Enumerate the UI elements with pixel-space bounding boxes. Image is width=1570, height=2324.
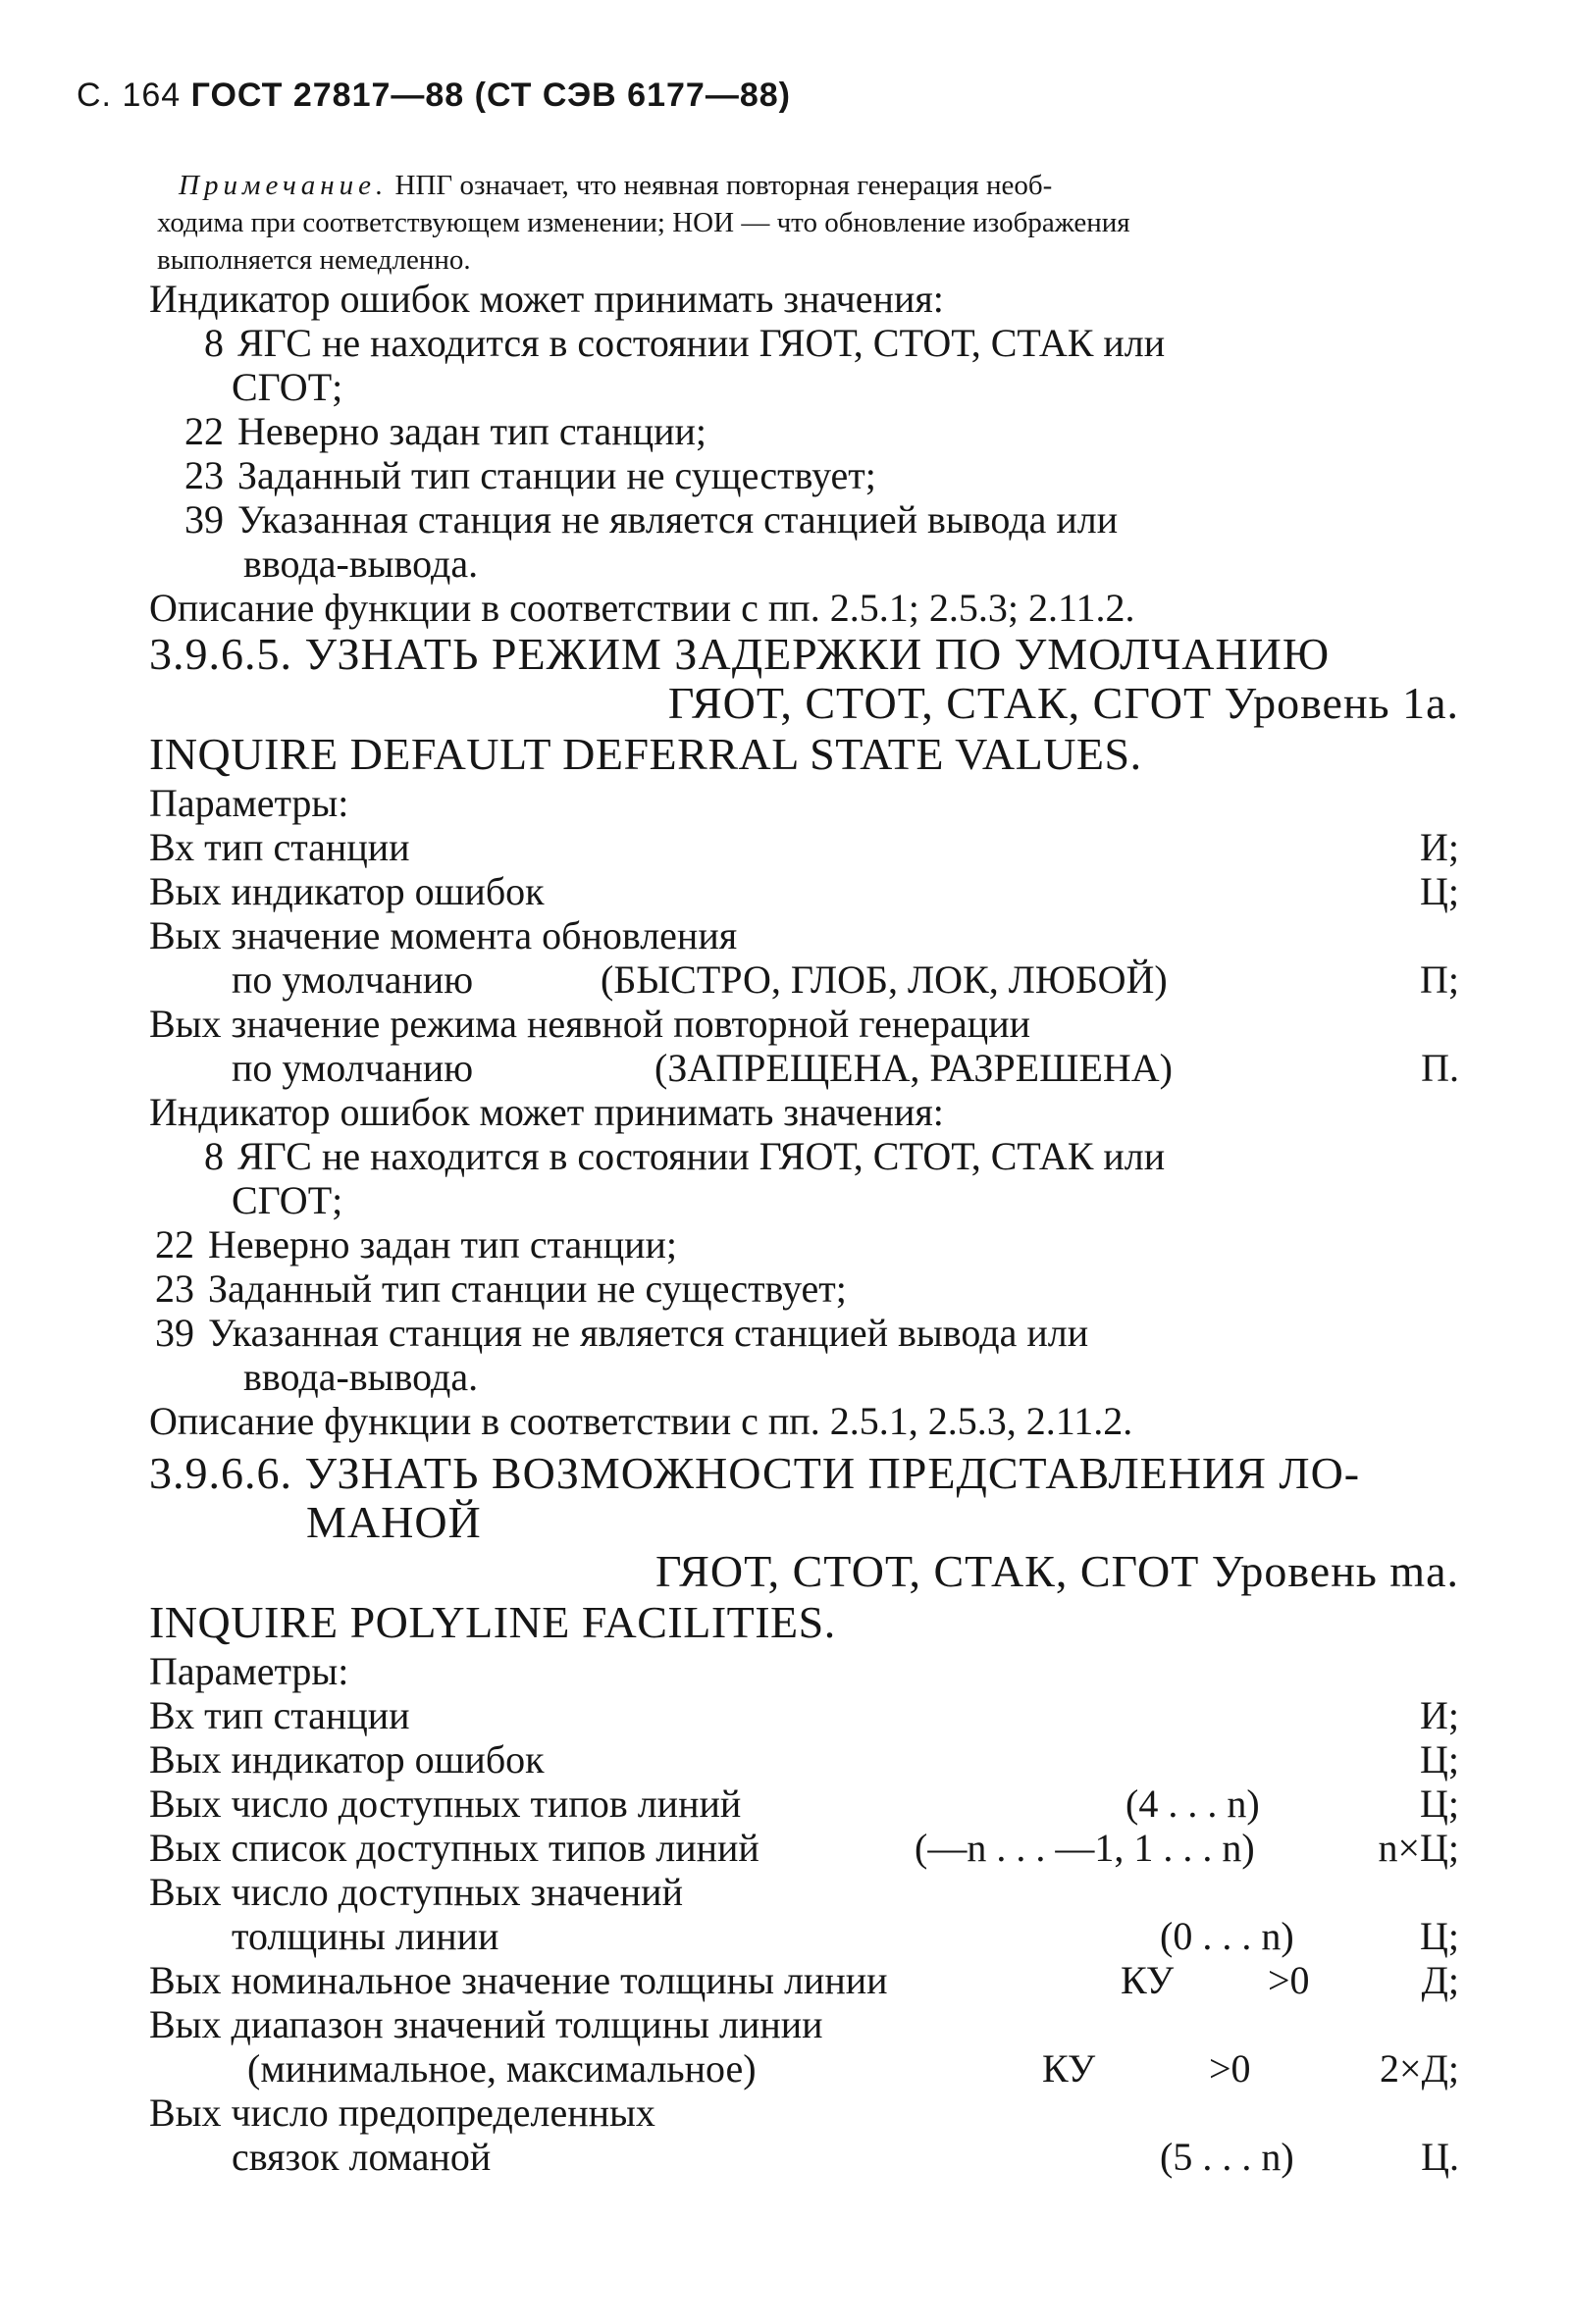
error-code: 23	[155, 1266, 194, 1311]
function-description-1: Описание функции в соответствии с пп. 2.5.1; 2.5.3; 2.11.2.	[149, 586, 1135, 630]
error-text: Неверно задан тип станции;	[208, 1222, 678, 1266]
error-item-39	[149, 497, 1459, 542]
param-text: Вх тип станции	[149, 1693, 410, 1737]
param-range: (5 . . . n)	[1160, 2135, 1294, 2179]
param-row	[149, 869, 1459, 913]
param-type: Ц.	[1421, 2135, 1459, 2179]
param-row-cont	[149, 2046, 1459, 2091]
param-type: Ц;	[1420, 869, 1459, 913]
param-cont: (минимальное, максимальное)	[247, 2046, 757, 2091]
param-type: П;	[1420, 957, 1459, 1002]
param-text: Вх тип станции	[149, 825, 410, 869]
param-row-cont	[149, 2135, 1459, 2179]
param-range: >0	[1209, 2046, 1251, 2091]
param-row-cont	[149, 1046, 1459, 1090]
param-type: И;	[1420, 1693, 1459, 1737]
params-label-2: Параметры:	[149, 1649, 349, 1693]
error-text: Заданный тип станции не существует;	[237, 453, 876, 497]
param-type: n×Ц;	[1378, 1826, 1459, 1870]
param-type: Ц;	[1420, 1782, 1459, 1826]
section-number: 3.9.6.6.	[149, 1448, 292, 1498]
section-heading-3-9-6-5	[149, 630, 1459, 679]
section-heading-3-9-6-6	[149, 1449, 1459, 1498]
note-line-1	[157, 167, 1446, 204]
param-type: 2×Д;	[1380, 2046, 1459, 2091]
error-code: 39	[184, 497, 224, 542]
english-function-name-2: INQUIRE POLYLINE FACILITIES.	[149, 1597, 836, 1647]
error-item-8	[149, 1134, 1459, 1178]
error-item-8	[149, 321, 1459, 365]
note-line-3: выполняется немедленно.	[157, 244, 471, 276]
error-item-22	[149, 1222, 1459, 1266]
param-cont: толщины линии	[232, 1914, 499, 1958]
error-code: 22	[155, 1222, 194, 1266]
error-item-8-cont: СГОТ;	[232, 365, 343, 409]
params-label-1: Параметры:	[149, 781, 349, 825]
param-row: Вых число доступных значений	[149, 1870, 683, 1914]
error-text: Заданный тип станции не существует;	[208, 1266, 847, 1311]
param-cont: по умолчанию	[232, 957, 474, 1002]
param-type: Ц;	[1420, 1737, 1459, 1782]
param-text: Вых номинальное значение толщины линии	[149, 1958, 888, 2002]
param-row	[149, 1782, 1459, 1826]
error-item-39-cont: ввода-вывода.	[243, 1355, 479, 1399]
error-code: 23	[184, 453, 224, 497]
error-text: Неверно задан тип станции;	[237, 409, 707, 453]
standard-code: ГОСТ 27817—88 (СТ СЭВ 6177—88)	[190, 77, 791, 114]
param-row: Вых значение режима неявной повторной генерации	[149, 1002, 1031, 1046]
error-item-8-cont: СГОТ;	[232, 1178, 343, 1222]
param-unit: КУ	[1121, 1958, 1175, 2002]
section-title: УЗНАТЬ РЕЖИМ ЗАДЕРЖКИ ПО УМОЛЧАНИЮ	[304, 629, 1331, 679]
section-title: УЗНАТЬ ВОЗМОЖНОСТИ ПРЕДСТАВЛЕНИЯ ЛО-	[304, 1448, 1361, 1498]
page-number: С. 164	[77, 77, 182, 114]
function-description-2: Описание функции в соответствии с пп. 2.5.1, 2.5.3, 2.11.2.	[149, 1399, 1133, 1443]
param-row	[149, 1826, 1459, 1870]
error-item-23	[149, 1266, 1459, 1311]
param-row-cont	[149, 957, 1459, 1002]
param-cont: по умолчанию	[232, 1046, 474, 1090]
param-row	[149, 1958, 1459, 2002]
param-row	[149, 1693, 1459, 1737]
error-text: Указанная станция не является станцией вывода или	[208, 1311, 1089, 1355]
param-type: Ц;	[1420, 1914, 1459, 1958]
param-unit: КУ	[1042, 2046, 1096, 2091]
note-label: Примечание.	[179, 170, 389, 201]
error-code: 39	[155, 1311, 194, 1355]
param-range: (—n . . . —1, 1 . . . n)	[915, 1826, 1255, 1870]
states-level-1: ГЯОТ, СТОТ, СТАК, СГОТ Уровень 1а.	[667, 678, 1459, 728]
param-row: Вых число предопределенных	[149, 2091, 655, 2135]
param-row-cont	[149, 1914, 1459, 1958]
section-title-cont: МАНОЙ	[306, 1497, 482, 1547]
param-cont: связок ломаной	[232, 2135, 492, 2179]
error-text: Указанная станция не является станцией вывода или	[237, 497, 1119, 542]
note-line-2: ходима при соответствующем изменении; НОИ — что обновление изображения	[157, 207, 1130, 238]
states-level-2: ГЯОТ, СТОТ, СТАК, СГОТ Уровень ma.	[655, 1546, 1459, 1596]
param-range: (0 . . . n)	[1160, 1914, 1294, 1958]
page-header	[77, 77, 791, 115]
param-text: Вых индикатор ошибок	[149, 869, 545, 913]
error-item-39-cont: ввода-вывода.	[243, 542, 479, 586]
error-code: 22	[184, 409, 224, 453]
param-range: >0	[1268, 1958, 1310, 2002]
param-range: (4 . . . n)	[1125, 1782, 1260, 1826]
error-text: ЯГС не находится в состоянии ГЯОТ, СТОТ, СТАК или	[237, 1134, 1166, 1178]
param-type: П.	[1421, 1046, 1459, 1090]
document-body	[149, 277, 1459, 2179]
error-item-39	[149, 1311, 1459, 1355]
error-code: 8	[204, 1134, 224, 1178]
param-range: (БЫСТРО, ГЛОБ, ЛОК, ЛЮБОЙ)	[601, 957, 1168, 1002]
error-code: 8	[204, 321, 224, 365]
param-row: Вых значение момента обновления	[149, 913, 738, 957]
param-row	[149, 1737, 1459, 1782]
errors-intro-2: Индикатор ошибок может принимать значения:	[149, 1090, 944, 1134]
note-block	[157, 167, 1446, 279]
section-number: 3.9.6.5.	[149, 629, 292, 679]
param-type: И;	[1420, 825, 1459, 869]
param-text: Вых список доступных типов линий	[149, 1826, 759, 1870]
param-text: Вых число доступных типов линий	[149, 1782, 742, 1826]
param-type: Д;	[1421, 1958, 1459, 2002]
error-item-22	[149, 409, 1459, 453]
note-line-1-text: НПГ означает, что неявная повторная генерация необ-	[388, 170, 1053, 201]
errors-intro-1: Индикатор ошибок может принимать значения:	[149, 277, 944, 321]
param-text: Вых индикатор ошибок	[149, 1737, 545, 1782]
param-range: (ЗАПРЕЩЕНА, РАЗРЕШЕНА)	[654, 1046, 1173, 1090]
error-text: ЯГС не находится в состоянии ГЯОТ, СТОТ, СТАК или	[237, 321, 1166, 365]
param-row	[149, 825, 1459, 869]
param-row: Вых диапазон значений толщины линии	[149, 2002, 823, 2046]
error-item-23	[149, 453, 1459, 497]
english-function-name-1: INQUIRE DEFAULT DEFERRAL STATE VALUES.	[149, 729, 1142, 779]
